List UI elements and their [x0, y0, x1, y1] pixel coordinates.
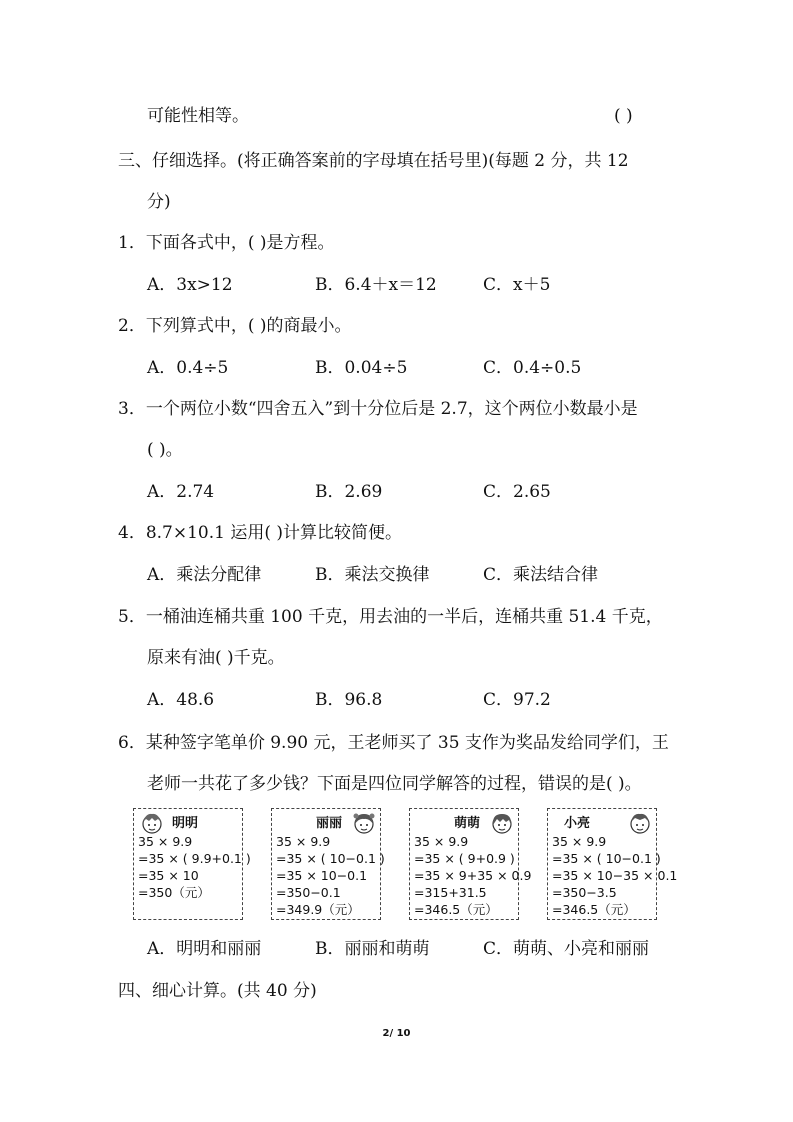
question-6-stem: 6．某种签字笔单价 9.90 元，王老师买了 35 支作为奖品发给同学们，王	[118, 733, 669, 753]
question-6-stem-cont: 老师一共花了多少钱？下面是四位同学解答的过程，错误的是( )。	[147, 774, 642, 794]
question-3-option-a: A．2.74	[147, 482, 215, 502]
question-1-option-b: B．6.4＋x＝12	[315, 275, 437, 295]
step-line: =346.5（元）	[552, 902, 636, 917]
student-face-icon	[628, 811, 652, 835]
question-6-option-c: C．萌萌、小亮和丽丽	[483, 939, 650, 959]
question-4-option-a: A．乘法分配律	[147, 565, 262, 585]
step-line: 35 × 9.9	[138, 834, 193, 849]
student-name: 明明	[172, 816, 199, 831]
question-6-option-b: B．丽丽和萌萌	[315, 939, 430, 959]
question-2-option-b: B．0.04÷5	[315, 358, 408, 378]
student-name: 小亮	[564, 816, 591, 831]
question-2-option-a: A．0.4÷5	[147, 358, 229, 378]
step-line: 35 × 9.9	[552, 834, 607, 849]
question-3-option-b: B．2.69	[315, 482, 383, 502]
question-6-option-a: A．明明和丽丽	[147, 939, 262, 959]
student-name: 丽丽	[316, 816, 343, 831]
question-3-stem: 3．一个两位小数“四舍五入”到十分位后是 2.7，这个两位小数最小是	[118, 399, 638, 419]
step-line: =35 × ( 9+0.9 )	[414, 851, 515, 866]
question-5-option-c: C．97.2	[483, 690, 551, 710]
question-3-option-c: C．2.65	[483, 482, 551, 502]
question-2-option-c: C．0.4÷0.5	[483, 358, 582, 378]
solution-steps	[414, 833, 531, 918]
step-line: 35 × 9.9	[276, 834, 331, 849]
student-face-icon	[490, 811, 514, 835]
step-line: =350−3.5	[552, 885, 617, 900]
solution-steps	[138, 833, 251, 901]
step-line: =35 × 10	[138, 868, 199, 883]
solution-card-xiaoliang	[547, 808, 678, 920]
top-item-text: 可能性相等。	[147, 106, 249, 126]
question-2-stem: 2．下列算式中，( )的商最小。	[118, 316, 352, 336]
step-line: =35 × 9+35 × 0.9	[414, 868, 532, 883]
student-face-icon	[352, 811, 376, 835]
step-line: =35 × 10−0.1	[276, 868, 368, 883]
solution-card-mengmeng	[409, 808, 532, 920]
step-line: =35 × ( 10−0.1 )	[552, 851, 661, 866]
solution-card-mingming	[133, 808, 251, 920]
step-line: =35 × 10−35 × 0.1	[552, 868, 678, 883]
step-line: =35 × ( 10−0.1 )	[276, 851, 385, 866]
question-5-option-a: A．48.6	[147, 690, 215, 710]
question-1-option-a: A．3x>12	[147, 275, 233, 295]
question-3-stem-cont: ( )。	[147, 440, 183, 460]
question-5-stem-cont: 原来有油( )千克。	[147, 648, 285, 668]
page-number: 2/ 10	[382, 1028, 411, 1039]
step-line: =349.9（元）	[276, 902, 360, 917]
section3-heading-cont: 分)	[147, 192, 171, 212]
step-line: =35 × ( 9.9+0.1 )	[138, 851, 251, 866]
section3-heading: 三、仔细选择。(将正确答案前的字母填在括号里)(每题 2 分，共 12	[118, 151, 629, 171]
step-line: =350（元）	[138, 885, 210, 900]
solution-steps	[552, 833, 677, 918]
question-5-stem: 5．一桶油连桶共重 100 千克，用去油的一半后，连桶共重 51.4 千克，	[118, 607, 663, 627]
answer-paren: ( )	[614, 106, 633, 126]
question-1-stem: 1．下面各式中，( )是方程。	[118, 233, 335, 253]
question-4-option-c: C．乘法结合律	[483, 565, 599, 585]
step-line: =350−0.1	[276, 885, 341, 900]
question-1-option-c: C．x＋5	[483, 275, 551, 295]
step-line: =346.5（元）	[414, 902, 498, 917]
solution-steps	[276, 833, 385, 918]
step-line: 35 × 9.9	[414, 834, 469, 849]
student-name: 萌萌	[454, 816, 481, 831]
step-line: =315+31.5	[414, 885, 487, 900]
question-4-option-b: B．乘法交换律	[315, 565, 430, 585]
question-5-option-b: B．96.8	[315, 690, 383, 710]
question-4-stem: 4．8.7×10.1 运用( )计算比较简便。	[118, 523, 403, 543]
section4-heading: 四、细心计算。(共 40 分)	[118, 981, 317, 1001]
solution-card-lili	[271, 808, 385, 920]
student-face-icon	[140, 811, 164, 835]
